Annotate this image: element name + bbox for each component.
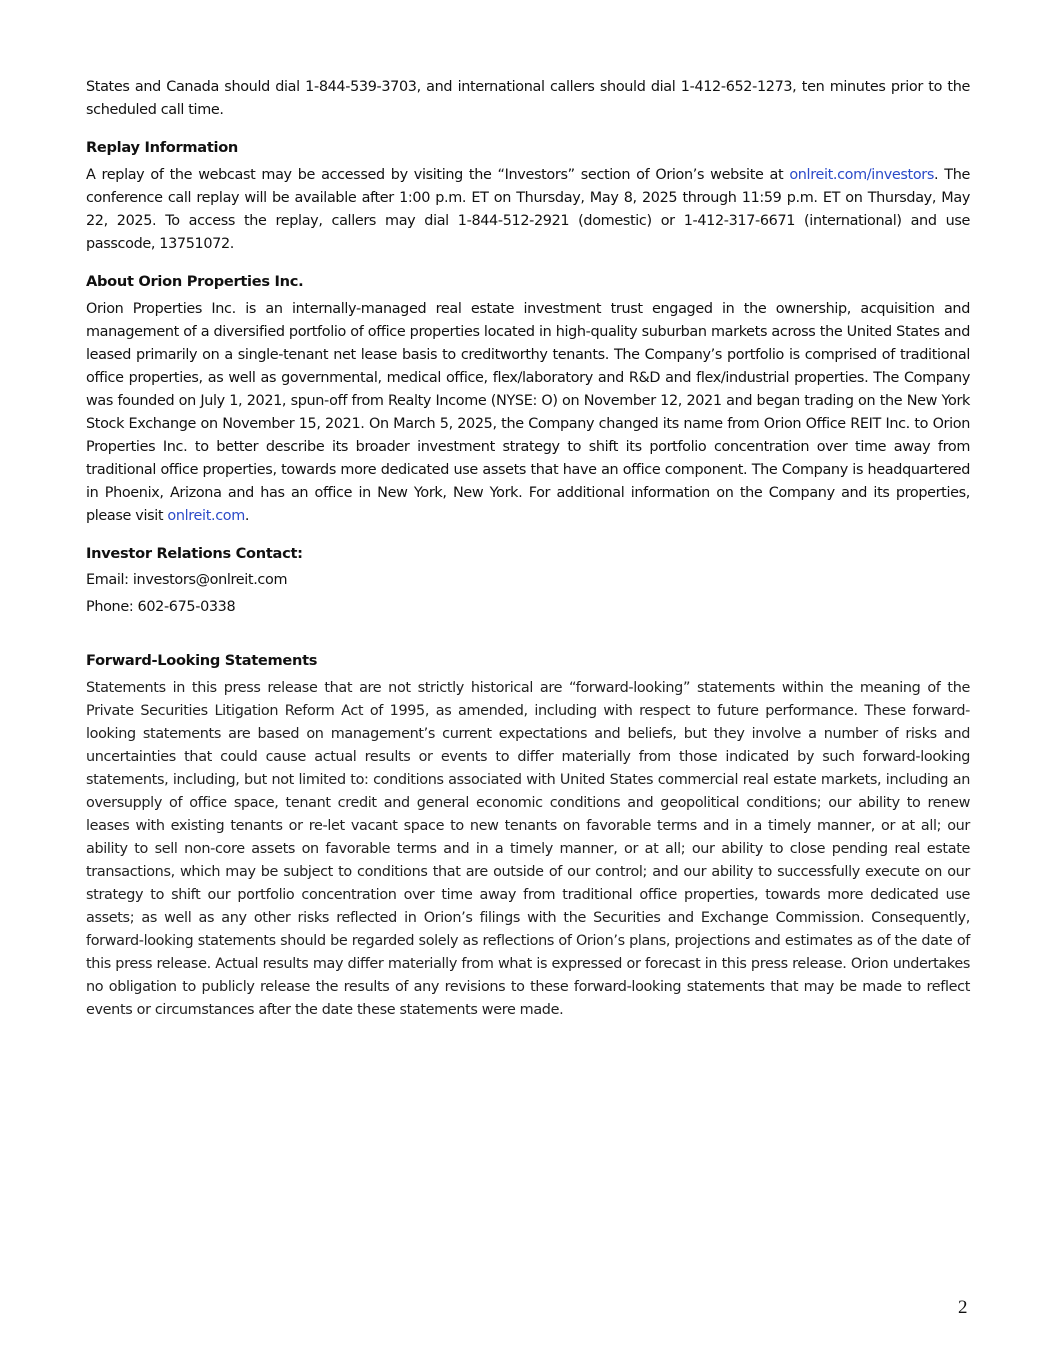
website-link[interactable]: onlreit.com bbox=[167, 508, 245, 524]
about-paragraph bbox=[86, 298, 970, 528]
page-number: 2 bbox=[958, 1297, 968, 1318]
about-text: Orion Properties Inc. is an internally-managed real estate investment trust engaged in the ownership, acquisition and management of a diversified portfolio of office properties located in high-quality suburban markets across the United States and leased primarily on a single-tenant net lease basis to creditworthy tenants. The Company’s portfolio is comprised of traditional office properties, as well as governmental, medical office, flex/laboratory and R&D and flex/industrial properties. The Company was founded on July 1, 2021, spun-off from Realty Income (NYSE: O) on November 12, 2021 and began trading on the New York Stock Exchange on November 15, 2021. On March 5, 2025, the Company changed its name from Orion Office REIT Inc. to Orion Properties Inc. to better describe its broader investment strategy to shift its portfolio concentration over time away from traditional office properties, towards more dedicated use assets that have an office component. The Company is headquartered in Phoenix, Arizona and has an office in New York, New York. For additional information on the Company and its properties, please visit bbox=[86, 301, 970, 524]
about-heading: About Orion Properties Inc. bbox=[86, 273, 304, 290]
document-page bbox=[86, 76, 970, 1022]
forward-looking-heading: Forward-Looking Statements bbox=[86, 652, 318, 669]
investors-link[interactable]: onlreit.com/investors bbox=[789, 167, 935, 183]
replay-paragraph bbox=[86, 164, 970, 256]
replay-text-end: . The conference call replay will be available after 1:00 p.m. ET on Thursday, May 8, 2025 through 11:59 p.m. ET on Thursday, May 22, 2025. To access the replay, callers may dial 1-844-512-2921 (domestic) or 1-412-317-6671 (international) and use passcode, 13751072. bbox=[86, 167, 970, 252]
forward-looking-section bbox=[86, 649, 970, 1022]
call-instructions-continuation: States and Canada should dial 1-844-539-3703, and international callers should dial 1-412-652-1273, ten minutes prior to the scheduled call time. bbox=[86, 79, 970, 118]
replay-text-start: A replay of the webcast may be accessed by visiting the “Investors” section of Orion’s website at bbox=[86, 167, 790, 183]
contact-phone: Phone: 602-675-0338 bbox=[86, 599, 236, 615]
about-text-end: . bbox=[244, 508, 250, 524]
contact-heading: Investor Relations Contact: bbox=[86, 545, 303, 562]
contact-email: Email: investors@onlreit.com bbox=[86, 572, 288, 588]
forward-looking-paragraph: Statements in this press release that are not strictly historical are “forward-looking” statements within the meaning of the Private Securities Litigation Reform Act of 1995, as amended, including with respect to future performance. These forward-looking statements are based on management’s current expectations and beliefs, but they involve a number of risks and uncertainties that could cause actual results or events to differ materially from those indicated by such forward-looking statements, including, but not limited to: conditions associated with United States commercial real estate markets, including an oversupply of office space, tenant credit and general economic conditions and geopolitical conditions; our ability to renew leases with existing tenants or re-let vacant space to new tenants on favorable terms and in a timely manner, or at all; our ability to sell non-core assets on favorable terms and in a timely manner, or at all; our ability to close pending real estate transactions, which may be subject to conditions that are outside of our control; and our ability to successfully execute on our strategy to shift our portfolio concentration over time away from traditional office properties, towards more dedicated use assets; as well as any other risks reflected in Orion’s filings with the Securities and Exchange Commission. Consequently, forward-looking statements should be regarded solely as reflections of Orion’s plans, projections and estimates as of the date of this press release. Actual results may differ materially from what is expressed or forecast in this press release. Orion undertakes no obligation to publicly release the results of any revisions to these forward-looking statements that may be made to reflect events or circumstances after the date these statements were made. bbox=[86, 680, 970, 1018]
replay-heading: Replay Information bbox=[86, 139, 239, 156]
